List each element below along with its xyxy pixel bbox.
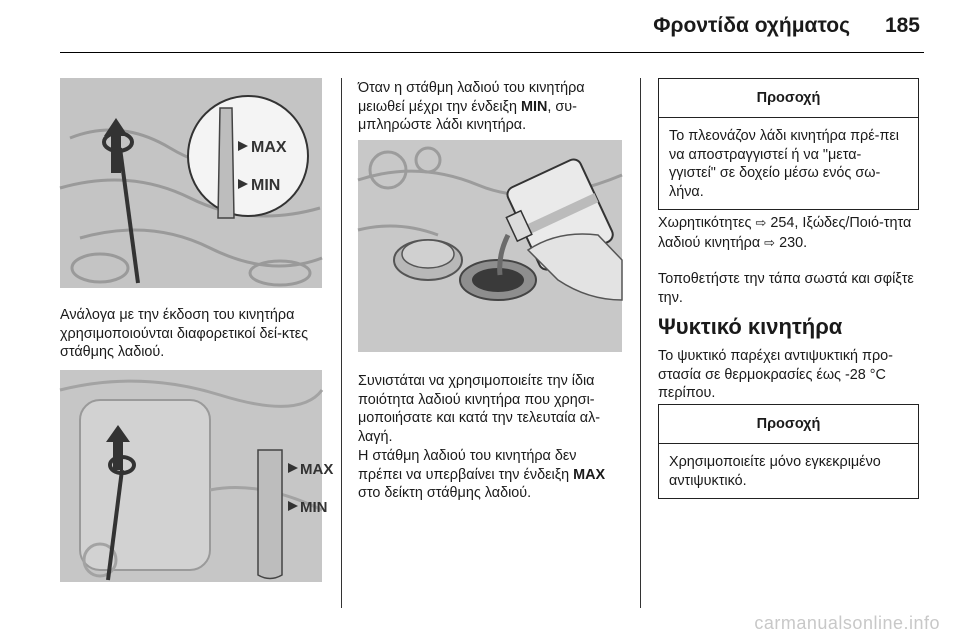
oil-quality-paragraph: Συνιστάται να χρησιμοποιείτε την ίδια ποιότητα λαδιού κινητήρα που χρησι-μοποιήσατε και κατά την τελευταία αλ-λαγή. (358, 373, 601, 445)
max-warning-paragraph: Η στάθμη λαδιού του κινητήρα δεν πρέπει να υπερβαίνει την ένδειξη MAX στο δείκτη στάθμης λαδιού. (358, 448, 606, 501)
page-ref-oil-quality-link[interactable]: 230 (779, 234, 804, 251)
dipstick-illustration-1 (60, 78, 322, 288)
capacities-reference: Χωρητικότητες ⇨ 254, Ιξώδες/Ποιό-τητα λαδιού κινητήρα ⇨ 230. (658, 215, 912, 251)
caution-box-antifreeze (658, 404, 919, 499)
page-number: 185 (884, 14, 920, 37)
page-reference-icon: ⇨ (764, 235, 776, 251)
section-heading-coolant: Ψυκτικό κινητήρα (658, 314, 843, 339)
top-up-paragraph: Όταν η στάθμη λαδιού του κινητήρα μειωθεί μέχρι την ένδειξη MIN, συ-μπληρώστε λάδι κινητήρα. (358, 80, 585, 133)
dipstick-variants-paragraph: Ανάλογα με την έκδοση του κινητήρα χρησιμοποιούνται διαφορετικοί δεί-κτες στάθμης λαδιού. (60, 307, 309, 360)
caution-box-excess-oil (658, 78, 919, 210)
column-divider-2 (640, 78, 641, 608)
oil-filling-illustration (358, 140, 622, 352)
dipstick-illustration-2 (60, 370, 334, 582)
caution-title: Προσοχή (659, 79, 918, 118)
min-term: MIN (520, 98, 548, 115)
page-header-title: Φροντίδα οχήματος (653, 14, 850, 37)
caution-text: Το πλεονάζον λάδι κινητήρα πρέ-πει να αποστραγγιστεί ή να "μετα-γγιστεί" σε δοχείο μέσω ενός σω-λήνα. (669, 128, 899, 200)
header-divider (60, 52, 924, 53)
column-divider-1 (341, 78, 342, 608)
min-mark-label: MIN (251, 177, 281, 194)
caution-title: Προσοχή (659, 405, 918, 444)
cap-tighten-paragraph: Τοποθετήστε την τάπα σωστά και σφίξτε την. (658, 271, 914, 306)
max-term: MAX (573, 466, 606, 483)
page-reference-icon: ⇨ (755, 216, 767, 231)
min-mark-label-2: MIN (300, 499, 328, 516)
max-mark-label-2: MAX (300, 461, 334, 478)
watermark: carmanualsonline.info (754, 613, 940, 633)
coolant-paragraph: Το ψυκτικό παρέχει αντιψυκτική προ-στασία σε θερμοκρασίες έως -28 °C περίπου. (658, 348, 893, 401)
max-mark-label: MAX (251, 139, 287, 156)
caution-text: Χρησιμοποιείτε μόνο εγκεκριμένο αντιψυκτικό. (669, 454, 881, 489)
page-ref-capacities-link[interactable]: 254 (770, 215, 795, 231)
